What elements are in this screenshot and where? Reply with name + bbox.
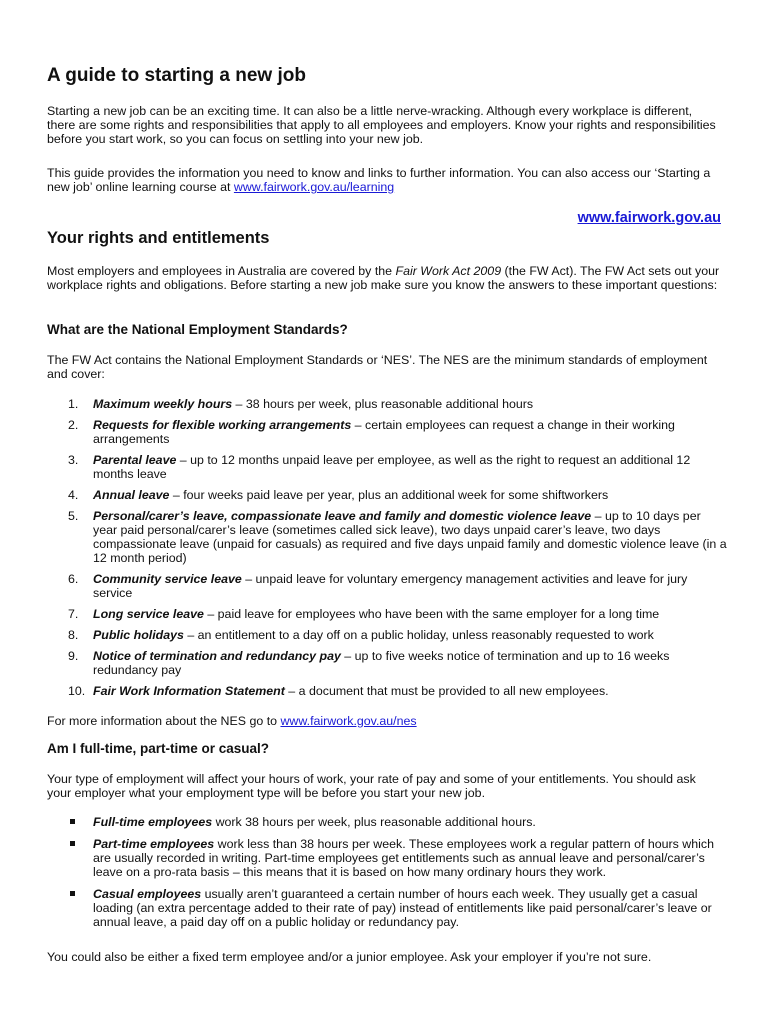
nes-link[interactable]: www.fairwork.gov.au/nes [280,714,417,728]
list-number: 7. [68,607,79,621]
employment-type-list [47,815,727,937]
list-term: Part-time employees [93,837,215,851]
list-term: Long service leave [93,607,204,621]
list-item [47,607,727,621]
list-desc: work 38 hours per week, plus reasonable additional hours. [212,815,536,829]
list-term: Community service leave [93,572,242,586]
list-item [47,684,727,698]
learning-paragraph [47,166,722,194]
list-number: 1. [68,397,79,411]
list-term: Full-time employees [93,815,213,829]
learning-text: This guide provides the information you need to know and links to further information. You can also access our ‘Starting a new job’ online learning course at [47,166,711,194]
list-desc: – 38 hours per week, plus reasonable additional hours [232,397,534,411]
list-desc: – up to 12 months unpaid leave per employee, as well as the right to request an additional 12 months leave [93,453,691,481]
rights-heading: Your rights and entitlements [47,229,270,247]
list-desc: – paid leave for employees who have been with the same employer for a long time [203,607,660,621]
act-name: Fair Work Act 2009 [395,264,502,278]
list-item [47,509,727,565]
rights-text-before: Most employers and employees in Australia are covered by the [47,264,396,278]
nes-intro: The FW Act contains the National Employment Standards or ‘NES’. The NES are the minimum standards of employment and cover: [47,353,708,381]
learning-link[interactable]: www.fairwork.gov.au/learning [233,180,395,194]
bullet-icon [70,891,75,896]
list-item [47,837,727,879]
intro-paragraph: Starting a new job can be an exciting time. It can also be a little nerve-wracking. Although every workplace is different, there are some rights and responsibilities that apply to all employees and employers. Know your rights and responsibilities before you start work, so you can focus on settling into your new job. [47,104,716,146]
list-term: Annual leave [93,488,170,502]
rights-paragraph [47,264,722,292]
closing-paragraph: You could also be either a fixed term employee and/or a junior employee. Ask your employer if you’re not sure. [47,950,652,964]
list-desc: – four weeks paid leave per year, plus an additional week for some shiftworkers [169,488,609,502]
list-item [47,418,727,446]
more-nes-text: For more information about the NES go to [47,714,281,728]
list-number: 8. [68,628,79,642]
list-item [47,815,727,829]
list-desc: – up to 10 days per year paid personal/carer’s leave (sometimes called sick leave), two days unpaid carer’s leave, two days compassionate leave (unpaid for casuals) as required and five days unpaid family and domestic violence leave (in a 12 month period) [93,509,727,565]
bullet-icon [70,819,75,824]
list-desc: usually aren’t guaranteed a certain number of hours each week. They usually get a casual loading (an extra percentage added to their rate of pay) instead of entitlements like paid personal/carer’s leave or annual leave, a paid day off on a public holiday or redundancy pay. [93,887,712,929]
nes-heading: What are the National Employment Standards? [47,322,348,337]
list-desc: – an entitlement to a day off on a public holiday, unless reasonably requested to work [183,628,654,642]
list-desc: – certain employees can request a change in their working arrangements [93,418,675,446]
nes-list [47,397,727,705]
employment-type-intro: Your type of employment will affect your hours of work, your rate of pay and some of your entitlements. You should ask your employer what your employment type will be before you start your new job. [47,772,696,800]
list-number: 2. [68,418,79,432]
list-term: Public holidays [93,628,184,642]
list-term: Maximum weekly hours [93,397,233,411]
list-item [47,887,727,929]
list-item [47,649,727,677]
list-desc: – unpaid leave for voluntary emergency management activities and leave for jury service [93,572,688,600]
list-item [47,488,727,502]
list-number: 9. [68,649,79,663]
bullet-icon [70,841,75,846]
list-term: Casual employees [93,887,202,901]
fairwork-site-link[interactable]: www.fairwork.gov.au [577,210,721,226]
list-term: Fair Work Information Statement [93,684,285,698]
list-number: 5. [68,509,79,523]
list-number: 6. [68,572,79,586]
list-desc: – a document that must be provided to all new employees. [284,684,609,698]
list-desc: – up to five weeks notice of termination and up to 16 weeks redundancy pay [93,649,670,677]
list-number: 10. [68,684,86,698]
list-number: 3. [68,453,79,467]
list-term: Requests for flexible working arrangements [93,418,352,432]
list-item [47,397,727,411]
list-number: 4. [68,488,79,502]
list-term: Personal/carer’s leave, compassionate leave and family and domestic violence leave [93,509,592,523]
list-item [47,453,727,481]
list-desc: work less than 38 hours per week. These employees work a regular pattern of hours which are usually recorded in writing. Part-time employees get entitlements such as annual leave and personal/carer’s leave on a pro-rata basis – this means that it is based on how many ordinary hours they work. [93,837,714,879]
employment-type-heading: Am I full-time, part-time or casual? [47,741,270,756]
list-item [47,572,727,600]
more-nes-paragraph [47,714,722,728]
page-title: A guide to starting a new job [47,65,306,86]
rights-text-after: (the FW Act). The FW Act sets out your workplace rights and obligations. Before starting a new job make sure you know the answers to these important questions: [47,264,720,292]
list-item [47,628,727,642]
list-term: Notice of termination and redundancy pay [93,649,341,663]
list-term: Parental leave [93,453,177,467]
